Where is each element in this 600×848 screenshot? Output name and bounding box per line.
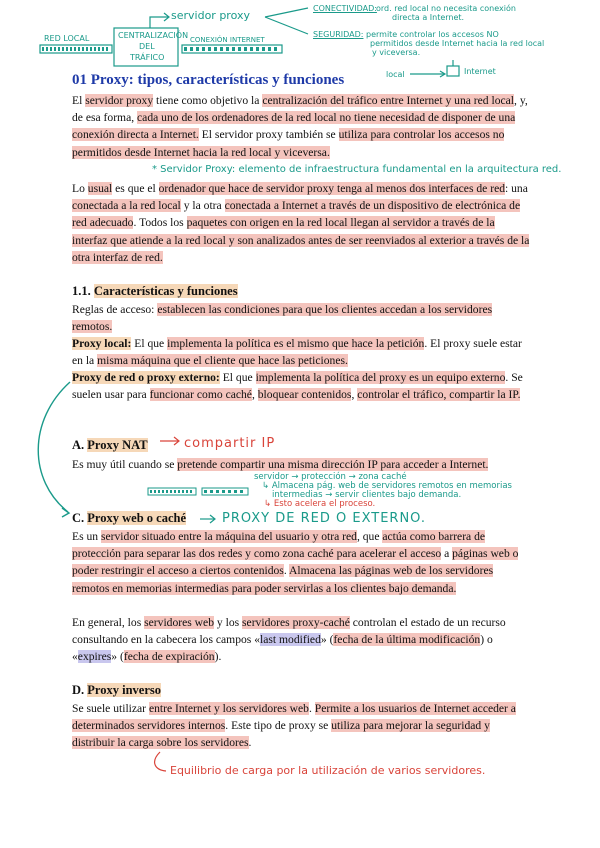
sketch-conectividad-2: directa a Internet. <box>392 13 465 22</box>
proxy-inverso-heading: D. Proxy inverso <box>72 683 161 697</box>
servidor-proxy-note: * Servidor Proxy: elemento de infraestructura fundamental en la arquitectura red. <box>152 164 562 175</box>
reglas-acceso-paragraph: Reglas de acceso: establecen las condiciones para que los clientes accedan a los servidores remotos. <box>72 303 493 334</box>
proxy-inverso-paragraph: Se suele utilizar entre Internet y los servidores web. Permite a los usuarios de Internet acceder a determinados servidores internos. Este tipo de proxy se utiliza para mejorar la seguridad y distribuir la carga sobre los servidores. <box>72 702 516 750</box>
intro-paragraph-1: El servidor proxy tiene como objetivo la centralización del tráfico entre Internet y una red local, y, de esa forma, cada uno de los ordenadores de la red local no tiene necesidad de disponer de una conexión directa a Internet. El servidor proxy también se utiliza para controlar los accesos no permitidos desde Internet hacia la red local y viceversa. <box>72 94 528 159</box>
sketch-seguridad-3: y viceversa. <box>372 48 421 57</box>
proxy-local-paragraph: Proxy local: El que implementa la política es el mismo que hace la petición. El proxy suele estar en la misma máquina que el cliente que hace las peticiones. <box>72 337 522 368</box>
sketch-conectividad-label: CONECTIVIDAD: <box>313 4 377 13</box>
sketch-seguridad-1: permite controlar los accesos NO <box>366 30 499 39</box>
cache-sketch-line-3: intermedias → servir clientes bajo demanda. <box>272 490 462 500</box>
sketch-conexion-internet: CONEXIÓN INTERNET <box>190 36 265 44</box>
page-title: 01 Proxy: tipos, características y funciones <box>72 72 345 88</box>
cache-sketch-line-2: ↳ Almacena pág. web de servidores remotos en memorias <box>262 481 512 491</box>
sketch-seguridad-2: permitidos desde Internet hacia la red local <box>370 39 545 48</box>
proxy-web-paragraph-1: Es un servidor situado entre la máquina del usuario y otra red, que actúa como barrera de protección para separar las dos redes y como zona caché para acelerar el acceso a páginas web o poder restringir el acceso a ciertos contenidos. Almacena las páginas web de los servidores remotos en memorias intermedias para poder servirlas a los clientes bajo demanda. <box>72 530 519 595</box>
sketch-centralizacion-1: CENTRALIZACIÓN <box>118 31 189 40</box>
sketch-conectividad-1: ord. red local no necesita conexión <box>376 4 516 13</box>
proxy-nat-heading: A. Proxy NAT <box>72 438 148 452</box>
cache-sketch-line-1: servidor → protección → zona caché <box>254 472 407 482</box>
proxy-red-externo-note: PROXY DE RED O EXTERNO. <box>222 511 427 526</box>
sketch-internet: Internet <box>464 67 496 76</box>
proxy-nat-paragraph: Es muy útil cuando se pretende compartir una misma dirección IP para acceder a Internet. <box>72 458 489 471</box>
proxy-web-heading: C. Proxy web o caché <box>72 511 186 525</box>
proxy-red-paragraph: Proxy de red o proxy externo: El que implementa la política del proxy es un equipo externo. Se suelen usar para funcionar como caché, bloquear contenidos, controlar el tráfico, compartir la IP. <box>72 371 523 402</box>
compartir-ip-note: compartir IP <box>184 436 276 451</box>
sketch-centralizacion-3: TRÁFICO <box>130 53 165 62</box>
cache-sketch-line-4: ↳ Esto acelera el proceso. <box>264 499 376 509</box>
sketch-centralizacion-2: DEL <box>139 42 155 51</box>
sketch-servidor-proxy: servidor proxy <box>171 9 250 22</box>
sketch-local: local <box>386 70 405 79</box>
sketch-seguridad-label: SEGURIDAD: <box>313 30 364 39</box>
equilibrio-carga-note: Equilibrio de carga por la utilización de varios servidores. <box>170 764 486 777</box>
proxy-web-paragraph-2: En general, los servidores web y los servidores proxy-caché controlan el estado de un recurso consultando en la cabecera los campos «last modified» (fecha de la última modificación) o «expires» (fecha de expiración). <box>72 616 506 664</box>
intro-paragraph-2: Lo usual es que el ordenador que hace de servidor proxy tenga al menos dos interfaces de red: una conectada a la red local y la otra conectada a Internet a través de un dispositivo de electrónica de red adecuado. Todos los paquetes con origen en la red local llegan al servidor a través de la interfaz que atiende a la red local y son analizados antes de ser reenviados al exterior a través de la otra interfaz de red. <box>72 182 530 264</box>
sketch-red-local: RED LOCAL <box>44 34 90 43</box>
section-1-1-heading: 1.1. Características y funciones <box>72 284 238 298</box>
